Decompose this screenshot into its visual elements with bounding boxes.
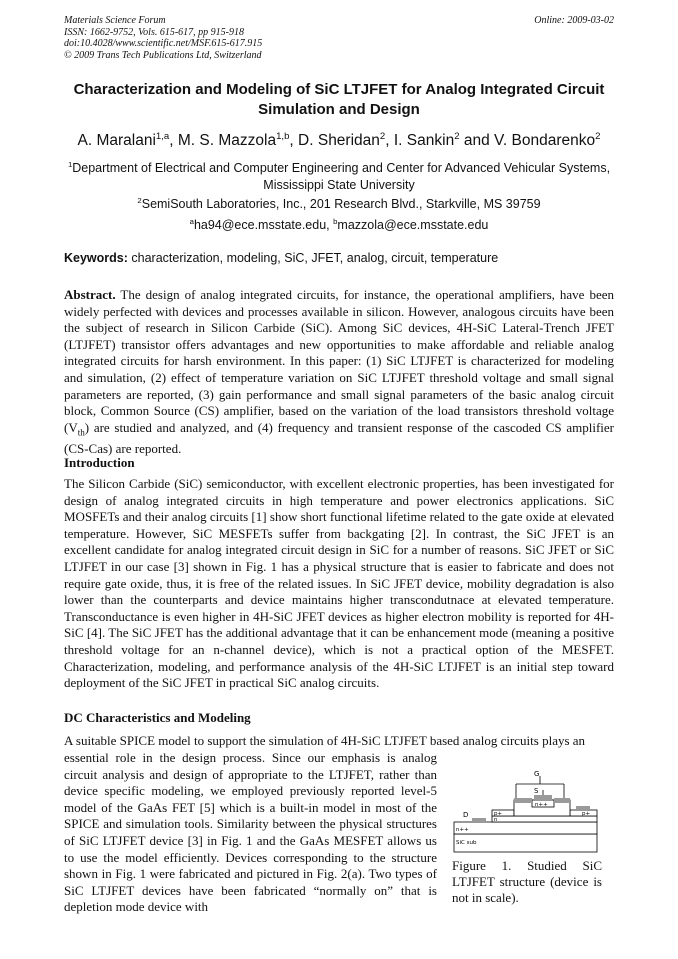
label-npp-top: n++ bbox=[535, 802, 548, 808]
paper-title: Characterization and Modeling of SiC LTJFET for Analog Integrated Circuit Simulation and Design bbox=[73, 81, 605, 118]
author: M. S. Mazzola$^{1,b}$, bbox=[177, 131, 299, 150]
abstract: Abstract. The design of analog integrated circuits, for instance, the operational amplifiers, have been widely perfected with devices and processes available in silicon. However, analogous circuits have been the subject of research in Silicon Carbide (SiC). Among SiC devices, 4H-SiC Lateral-Trench JFET (LTJFET) transistor offers advantages and new opportunities to make affordable and reliable analog integrated circuits for harsh environment. In this paper: (1) SiC LTJFET is characterized for modeling and simulation, (2) effect of temperature variation on SiC LTJFET threshold voltage and small signal parameters are reported, (3) gain performance and small signal parameters of the basic analog circuit block, Common Source (CS) amplifier, based on the variation of the load transistors threshold voltage $(V_{th})$ are studied and analyzed, and (4) frequency and transient response of the cascoded CS amplifier (CS-Cas) are reported. bbox=[64, 287, 614, 456]
doi-line: doi:10.4028/www.scientific.net/MSF.615-617.915 bbox=[64, 38, 263, 49]
author: I. Sankin$^2$ and bbox=[393, 131, 495, 150]
abstract-label: Abstract. bbox=[64, 287, 116, 302]
keywords-label: Keywords: bbox=[64, 251, 128, 265]
ltjfet-structure-figure bbox=[452, 766, 602, 856]
issn-line: ISSN: 1662-9752, Vols. 615-617, pp 915-918 bbox=[64, 26, 244, 38]
label-npp-bottom: n++ bbox=[456, 827, 469, 833]
author: V. Bondarenko$^2$ bbox=[494, 131, 601, 150]
label-s: S bbox=[534, 787, 539, 795]
npp-bottom-layer bbox=[454, 822, 597, 834]
label-n-layer: n bbox=[494, 817, 498, 823]
gate-contact-right bbox=[554, 798, 570, 803]
dc-section-text-narrow: essential role in the design process. Since our emphasis is analog circuit analysis and design of appropriate to the LTJFET, rather than device specific modeling, we employed previously reported level-5 model of the GaAs FET [5] which is a built-in model in most of the SPICE and simulation tools. Similarity between the physical structures of SiC LTJFET device [3] in Fig. 1 and the GaAs MESFET allows us to use the model efficiently. Devices corresponding to the structure shown in Fig. 1 were fabricated and pictured in Fig. 2(a). Two types of SiC LTJFET devices have been fabricated “normally on” that is depletion mode device with bbox=[64, 750, 437, 915]
author: A. Maralani$^{1,a}$, bbox=[77, 131, 178, 150]
label-d: D bbox=[463, 811, 469, 819]
figure-1-caption: Figure 1. Studied SiC LTJFET structure (device is not in scale). bbox=[452, 858, 602, 905]
journal-name: Materials Science Forum bbox=[64, 15, 166, 26]
introduction-heading: Introduction bbox=[64, 455, 135, 470]
copyright-line: © 2009 Trans Tech Publications Ltd, Switzerland bbox=[64, 49, 262, 61]
label-g: G bbox=[534, 770, 540, 778]
author-list bbox=[64, 127, 614, 151]
author: D. Sheridan$^2$, bbox=[298, 131, 394, 150]
keywords-text: characterization, modeling, SiC, JFET, analog, circuit, temperature bbox=[127, 251, 499, 265]
author-emails: $^a$ha94@ece.msstate.edu, $^b$mazzola@ece.msstate.edu bbox=[189, 217, 489, 233]
journal-header bbox=[64, 15, 262, 61]
dc-section-heading: DC Characteristics and Modeling bbox=[64, 710, 251, 725]
label-pp-left: p+ bbox=[494, 811, 503, 817]
introduction-text: The Silicon Carbide (SiC) semiconductor, with excellent electronic properties, has been investigated for design of analog integrated circuits in high temperature and power electronics applications. SiC MOSFETs and their analog circuits [1] show short functional lifetime related to the gate oxide at elevated temperature. However, SiC MESFETs suffer from backgating [2]. In contrast, the SiC JFET is an excellent candidate for analog integrated circuit design in SiC for a number of reasons. SiC JFET or SiC LTJFET in our case [3] shown in Fig. 1 has a physical structure that is easier to fabricate and does not require gate oxide, thus, it is free of the related issues. In SiC JFET device, mobility degradation is also lower than the counterparts and device maintains higher transcondutnace at elevated temperature. Transconductance is even higher in 4H-SiC JFET devices as higher electron mobility is reported for 4H-SiC [4]. The SiC JFET has the additional advantage that it can be enhancement mode (meaning a positive threshold voltage for an n-channel device), which is not a practical option of the MESFET. Characterization, modeling, and performance analysis of the 4H-SiC LTJFET is an initial step toward deployment of the SiC JFET in practical SiC analog circuits. bbox=[64, 476, 614, 691]
source-contact bbox=[534, 795, 552, 800]
affiliation-2: $^2$SemiSouth Laboratories, Inc., 201 Research Blvd., Starkville, MS 39759 bbox=[137, 196, 541, 212]
affiliation-1: $^1$Department of Electrical and Computer Engineering and Center for Advanced Vehicular Systems, Mississippi State University bbox=[67, 160, 611, 193]
keywords bbox=[64, 250, 614, 267]
dc-section-text-full: A suitable SPICE model to support the simulation of 4H-SiC LTJFET based analog circuits plays an bbox=[64, 733, 586, 748]
label-sic-sub: SiC sub bbox=[456, 840, 477, 846]
drain-contact bbox=[472, 818, 486, 822]
pp-right-contact bbox=[576, 806, 590, 810]
online-date: Online: 2009-03-02 bbox=[534, 15, 614, 26]
gate-contact-left bbox=[514, 798, 532, 803]
label-pp-right: p+ bbox=[582, 811, 591, 817]
